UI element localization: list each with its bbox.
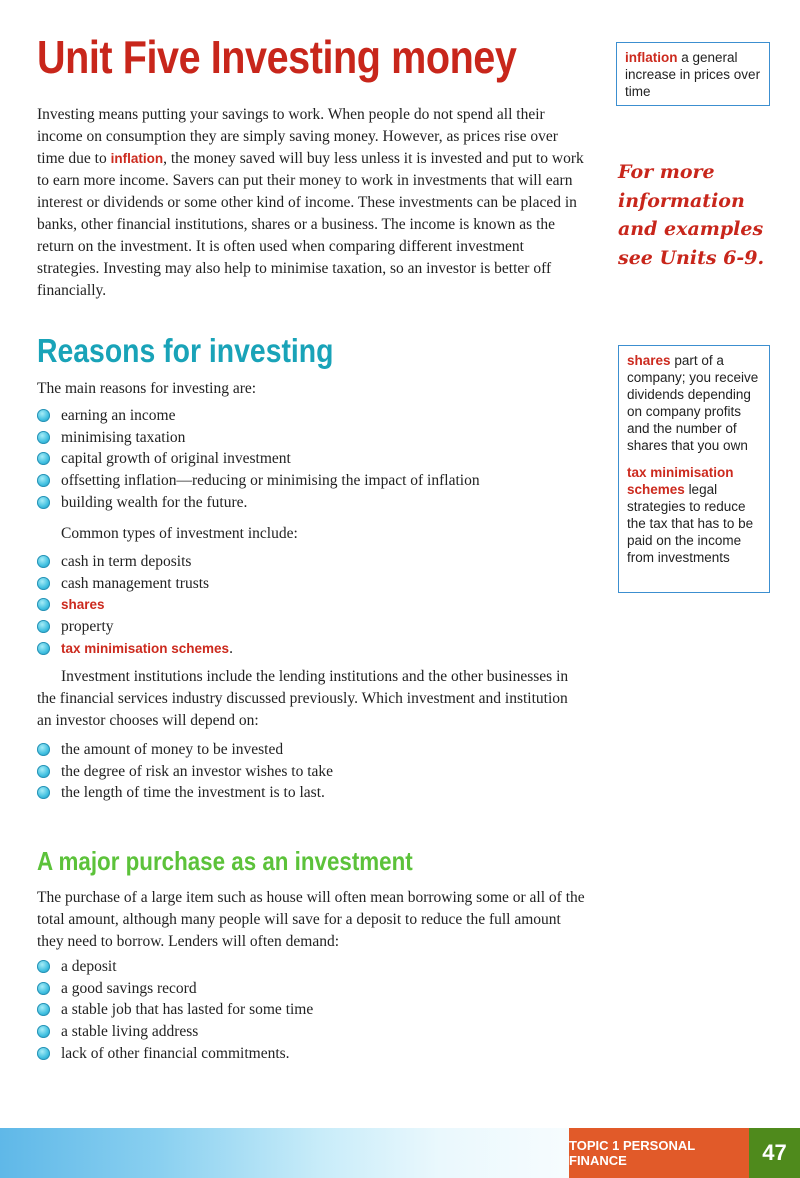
cross-reference-note: For more information and examples see Units 6-9. [618,161,765,269]
glossary-term-inflation: inflation [625,50,678,65]
list-item: shares [37,594,233,616]
list-item: property [37,616,233,638]
glossary-entry-shares [627,352,761,454]
reasons-list [37,405,480,514]
glossary-box-inflation [616,42,770,106]
bullet-icon [37,982,50,995]
glossary-box-shares-tax [618,345,770,593]
bullet-icon [37,960,50,973]
list-item: cash in term deposits [37,551,233,573]
purchase-paragraph: The purchase of a large item such as house will often mean borrowing some or all of the total amount, although many people will save for a deposit to reduce the full amount they need to borrow. Lenders will often demand: [37,889,585,950]
choices-list [37,739,333,804]
list-item: the degree of risk an investor wishes to take [37,761,333,783]
glossary-term-shares: shares [627,353,671,368]
intro-part1: Investing means putting your savings to work. When people do not spend all their income on consumption they are simply saving money. However, as prices rise over time due to [37,106,558,167]
list-item: earning an income [37,405,480,427]
bullet-icon [37,496,50,509]
list-item: a stable living address [37,1021,313,1043]
list-item: capital growth of original investment [37,448,480,470]
footer-topic-label: TOPIC 1 PERSONAL FINANCE [569,1128,749,1178]
institutions-paragraph: Investment institutions include the lending institutions and the other businesses in the financial services industry discussed previously. Which investment and institution an investor chooses will depend on: [37,668,569,729]
types-lead: Common types of investment include: [61,525,298,542]
list-item: minimising taxation [37,427,480,449]
intro-paragraph [37,104,585,302]
bullet-icon [37,452,50,465]
bullet-icon [37,555,50,568]
section-heading-reasons: Reasons for investing [37,332,334,369]
bullet-icon [37,786,50,799]
bullet-icon [37,642,50,655]
bullet-icon [37,620,50,633]
bullet-icon [37,598,50,611]
reasons-lead: The main reasons for investing are: [37,380,257,397]
list-item: a deposit [37,956,313,978]
bullet-icon [37,743,50,756]
intro-term-inflation: inflation [110,151,164,166]
glossary-term-tax: tax minimisation schemes [627,465,734,497]
bullet-icon [37,765,50,778]
bullet-icon [37,409,50,422]
list-item: tax minimisation schemes. [37,638,233,660]
glossary-def-shares: part of a company; you receive dividends depending on company profits and the number of shares that you own [627,353,759,453]
bullet-icon [37,1025,50,1038]
list-item: the amount of money to be invested [37,739,333,761]
bullet-icon [37,577,50,590]
intro-part2: , the money saved will buy less unless it is invested and put to work to earn more income. Savers can put their money to work in investments that will earn interest or dividends or some other kind of income. These investments can be placed in banks, other financial institutions, shares or a business. The income is known as the return on the investment. It is often used when comparing different investment strategies. Investing may also help to minimise taxation, so an investor is better off financially. [37,150,584,299]
lender-demands-list [37,956,313,1065]
list-item: a stable job that has lasted for some time [37,999,313,1021]
page-number: 47 [749,1128,800,1178]
bullet-icon [37,1047,50,1060]
glossary-def-tax: legal strategies to reduce the tax that has to be paid on the income from investments [627,482,754,565]
section-heading-purchase: A major purchase as an investment [37,846,413,876]
page-title: Unit Five Investing money [37,31,517,83]
bullet-icon [37,431,50,444]
list-item: the length of time the investment is to last. [37,782,333,804]
bullet-icon [37,474,50,487]
bullet-icon [37,1003,50,1016]
glossary-def-inflation: a general increase in prices over time [625,50,761,99]
list-item: offsetting inflation—reducing or minimising the impact of inflation [37,470,480,492]
list-item: a good savings record [37,978,313,1000]
investment-types-list [37,551,233,660]
glossary-entry-tax [627,464,761,566]
list-item: lack of other financial commitments. [37,1043,313,1065]
list-item: cash management trusts [37,573,233,595]
list-item: building wealth for the future. [37,492,480,514]
